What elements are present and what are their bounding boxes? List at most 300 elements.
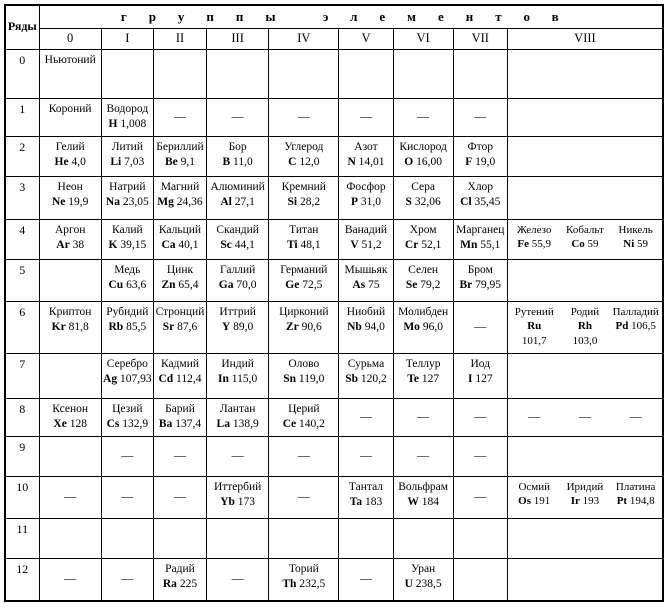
element-symbol-line: Ce 140,2 [282, 417, 325, 430]
element-symbol: As [352, 278, 366, 291]
empty-cell [507, 259, 663, 301]
empty-cell [269, 518, 339, 558]
element-symbol-line: In 115,0 [218, 372, 258, 385]
element-name: Натрий [109, 180, 146, 193]
element-symbol: Nb [347, 320, 362, 333]
element-name: Кобальт [566, 223, 604, 236]
element-symbol: Ni [623, 238, 635, 251]
element-symbol: Ta [349, 495, 363, 508]
element-symbol: Ra [162, 577, 177, 590]
dash-cell: — [207, 436, 269, 476]
element-cell [269, 398, 339, 436]
element-symbol: Ca [161, 238, 176, 251]
element-cell [339, 353, 393, 398]
dash-cell: — [453, 398, 507, 436]
element-cell [393, 259, 453, 301]
element-symbol: Si [287, 195, 298, 208]
group-viii-subcells [509, 409, 661, 425]
row-number: 7 [5, 353, 39, 398]
dash-cell: — [269, 98, 339, 136]
element-symbol: Mn [460, 238, 478, 251]
empty-cell [207, 49, 269, 98]
element-symbol-line: P 31,0 [350, 195, 381, 208]
element-symbol: Rh [577, 320, 592, 333]
element-symbol: Co [571, 238, 585, 251]
element-cell [207, 353, 269, 398]
element-symbol: La [216, 417, 230, 430]
element-name: Железо [516, 223, 552, 236]
element-cell [393, 353, 453, 398]
element-name: Фтор [467, 140, 494, 153]
row-number: 6 [5, 301, 39, 353]
element-name: Мышьяк [344, 263, 388, 276]
element-symbol-line: Th 232,5 [282, 577, 326, 590]
empty-cell [153, 518, 206, 558]
element-symbol-line: Y 89,0 [221, 320, 254, 333]
element-symbol-line: Kr 81,8 [51, 320, 89, 333]
element-symbol: Cl [460, 195, 472, 208]
element-name: Бериллий [156, 140, 204, 153]
element-cell [393, 176, 453, 219]
element-name: Углерод [284, 140, 324, 153]
empty-cell [507, 518, 663, 558]
element-cell [509, 223, 560, 252]
empty-cell [101, 49, 153, 98]
table-row-5 [5, 259, 663, 301]
element-name: Стронций [155, 305, 205, 318]
element-symbol-line: F 19,0 [465, 155, 496, 168]
element-symbol-line: Ra 225 [162, 577, 198, 590]
element-cell [269, 301, 339, 353]
element-cell [339, 259, 393, 301]
element-symbol-line: Pd 106,5 [615, 320, 656, 333]
empty-cell [393, 518, 453, 558]
empty-cell [507, 558, 663, 601]
header-title-row [5, 5, 663, 28]
element-symbol: K [108, 238, 118, 251]
row-number: 10 [5, 476, 39, 518]
element-symbol: Th [282, 577, 297, 590]
element-cell [560, 480, 611, 509]
table-row-12 [5, 558, 663, 601]
dash-cell: — [207, 98, 269, 136]
group-column-3: III [207, 28, 269, 49]
element-cell [153, 301, 206, 353]
element-symbol: Be [164, 155, 178, 168]
element-cell [153, 219, 206, 259]
element-name: Магний [160, 180, 200, 193]
element-name: Марганец [456, 223, 505, 236]
element-symbol-line: As 75 [352, 278, 380, 291]
element-cell [393, 136, 453, 176]
element-symbol: N [347, 155, 356, 168]
element-symbol: Br [459, 278, 473, 291]
element-symbol-line: Se 79,2 [405, 278, 441, 291]
element-name: Иттербий [213, 480, 262, 493]
element-name: Рубидий [106, 305, 149, 318]
element-name: Скандий [216, 223, 259, 236]
dash-cell: — [578, 409, 591, 424]
periodic-table [4, 4, 664, 602]
element-symbol-line: Be 9,1 [164, 155, 195, 168]
element-name: Кремний [281, 180, 326, 193]
element-cell [453, 219, 507, 259]
element-cell [453, 259, 507, 301]
dash-cell: — [339, 436, 393, 476]
element-name: Неон [57, 180, 83, 193]
element-symbol: Ge [285, 278, 300, 291]
element-symbol: Sb [345, 372, 358, 385]
element-cell [269, 558, 339, 601]
dash-cell: — [207, 558, 269, 601]
element-name: Кальций [158, 223, 202, 236]
element-symbol: Zr [285, 320, 299, 333]
element-name: Олово [288, 357, 320, 370]
element-name: Азот [354, 140, 378, 153]
element-cell [393, 476, 453, 518]
element-name: Никель [618, 223, 653, 236]
element-symbol-line: Fe 55,9 [517, 238, 552, 251]
group-viii-cell [507, 219, 663, 259]
empty-cell [39, 259, 101, 301]
element-name: Иридий [566, 480, 604, 493]
element-symbol-line: Sn 119,0 [283, 372, 325, 385]
element-symbol-line: La 138,9 [216, 417, 259, 430]
element-symbol-line: Rb 85,5 [108, 320, 147, 333]
element-cell [339, 476, 393, 518]
row-number: 5 [5, 259, 39, 301]
element-symbol: Pt [616, 495, 628, 508]
element-symbol-line: S 32,06 [405, 195, 441, 208]
element-symbol-line: Nb 94,0 [347, 320, 385, 333]
element-symbol: Mo [403, 320, 420, 333]
table-row-7 [5, 353, 663, 398]
element-symbol-line: B 11,0 [222, 155, 253, 168]
element-symbol-line: C 12,0 [288, 155, 320, 168]
element-name: Радий [165, 562, 195, 575]
element-name: Ниобий [346, 305, 386, 318]
element-symbol-line: Ba 137,4 [158, 417, 202, 430]
element-symbol-line: K 39,15 [108, 238, 147, 251]
element-symbol: Li [110, 155, 122, 168]
element-cell [207, 219, 269, 259]
element-cell [610, 223, 661, 252]
element-symbol-line: Ne 19,9 [51, 195, 89, 208]
group-viii-subcells [509, 480, 661, 509]
element-name: Литий [111, 140, 143, 153]
element-cell [339, 301, 393, 353]
element-symbol-line: Ga 70,0 [218, 278, 257, 291]
table-row-9 [5, 436, 663, 476]
group-column-0: 0 [39, 28, 101, 49]
element-symbol: Fe [517, 238, 530, 251]
element-symbol: Ti [286, 238, 298, 251]
element-cell [39, 398, 101, 436]
element-symbol: Ba [158, 417, 173, 430]
empty-cell [507, 176, 663, 219]
group-column-8: VIII [507, 28, 663, 49]
element-name: Селен [408, 263, 439, 276]
element-name: Медь [114, 263, 141, 276]
element-name: Индий [221, 357, 254, 370]
element-symbol-line: Ge 72,5 [285, 278, 323, 291]
element-symbol: Se [405, 278, 418, 291]
element-symbol: W [407, 495, 419, 508]
dash-cell: — [393, 98, 453, 136]
table-row-3 [5, 176, 663, 219]
element-symbol-line: Cl 35,45 [460, 195, 501, 208]
element-symbol-line: Mn 55,1 [460, 238, 501, 251]
element-name: Серебро [106, 357, 148, 370]
element-mass: 103,0 [572, 334, 598, 347]
empty-cell [269, 49, 339, 98]
element-cell [339, 219, 393, 259]
element-cell [560, 305, 611, 349]
row-number: 11 [5, 518, 39, 558]
element-cell [610, 305, 661, 349]
element-cell [101, 259, 153, 301]
dash-cell: — [269, 436, 339, 476]
dash-cell: — [339, 98, 393, 136]
element-symbol: Mg [157, 195, 174, 208]
row-number: 2 [5, 136, 39, 176]
row-number: 3 [5, 176, 39, 219]
empty-cell [453, 558, 507, 601]
empty-cell [207, 518, 269, 558]
element-cell [269, 353, 339, 398]
table-row-11 [5, 518, 663, 558]
element-symbol-line: I 127 [467, 372, 493, 385]
element-symbol-line: Cs 132,9 [106, 417, 149, 430]
element-symbol-line: Ta 183 [349, 495, 383, 508]
element-cell [153, 398, 206, 436]
element-symbol: Te [407, 372, 419, 385]
element-name: Торий [288, 562, 319, 575]
element-name: Палладий [612, 305, 659, 318]
element-name: Иод [470, 357, 491, 370]
element-symbol-line: Zr 90,6 [285, 320, 322, 333]
empty-cell [101, 518, 153, 558]
element-symbol-line: Na 23,05 [105, 195, 149, 208]
dash-cell: — [39, 476, 101, 518]
element-symbol-line: Ir 193 [570, 495, 600, 508]
element-symbol-line: Si 28,2 [287, 195, 321, 208]
element-cell [269, 219, 339, 259]
element-name: Цирконий [279, 305, 329, 318]
element-name: Хром [409, 223, 437, 236]
empty-cell [39, 518, 101, 558]
element-symbol-line: Xe 128 [53, 417, 87, 430]
empty-cell [507, 98, 663, 136]
dash-cell: — [101, 476, 153, 518]
element-name: Ньютоний [44, 53, 96, 66]
group-viii-cell [507, 476, 663, 518]
element-cell [101, 398, 153, 436]
dash-cell: — [153, 436, 206, 476]
element-symbol: Sc [220, 238, 232, 251]
element-symbol-line: Sr 87,6 [162, 320, 198, 333]
element-cell [207, 398, 269, 436]
element-name: Цезий [112, 402, 143, 415]
element-symbol: Ir [570, 495, 580, 508]
group-viii-subcells [509, 305, 661, 349]
element-name: Иттрий [219, 305, 256, 318]
row-number: 12 [5, 558, 39, 601]
element-name: Ванадий [344, 223, 388, 236]
element-symbol: I [467, 372, 473, 385]
element-symbol: Cr [404, 238, 419, 251]
element-cell [101, 219, 153, 259]
element-cell [153, 136, 206, 176]
dash-cell: — [269, 476, 339, 518]
element-symbol: Ce [282, 417, 297, 430]
header-groups-row [5, 28, 663, 49]
empty-cell [393, 49, 453, 98]
element-name: Сурьма [347, 357, 385, 370]
element-name: Гелий [55, 140, 85, 153]
element-symbol: Ne [51, 195, 66, 208]
element-name: Цинк [166, 263, 194, 276]
element-name: Криптон [48, 305, 92, 318]
element-name: Уран [411, 562, 436, 575]
element-name: Вольфрам [398, 480, 449, 493]
element-symbol-line: He 4,0 [54, 155, 86, 168]
element-name: Бор [228, 140, 247, 153]
element-name: Осмий [518, 480, 550, 493]
element-cell [560, 223, 611, 252]
empty-cell [339, 518, 393, 558]
element-symbol-line: Sc 44,1 [220, 238, 255, 251]
dash-cell: — [339, 558, 393, 601]
element-symbol: Rb [108, 320, 124, 333]
group-column-7: VII [453, 28, 507, 49]
element-cell [207, 301, 269, 353]
empty-cell [39, 436, 101, 476]
dash-cell: — [39, 558, 101, 601]
empty-cell [453, 49, 507, 98]
element-name: Церий [288, 402, 320, 415]
element-symbol: B [222, 155, 231, 168]
table-row-10 [5, 476, 663, 518]
element-symbol: Os [518, 495, 532, 508]
element-symbol-line: Ar 38 [56, 238, 85, 251]
element-symbol: Cs [106, 417, 120, 430]
table-row-8 [5, 398, 663, 436]
element-symbol: Al [220, 195, 232, 208]
element-name: Молибден [398, 305, 449, 318]
element-cell [39, 176, 101, 219]
dash-cell: — [453, 476, 507, 518]
group-viii-cell [507, 301, 663, 353]
element-symbol-line: Ti 48,1 [286, 238, 321, 251]
element-cell [153, 259, 206, 301]
empty-cell [507, 436, 663, 476]
element-cell [207, 259, 269, 301]
element-cell [393, 558, 453, 601]
element-cell [101, 176, 153, 219]
table-row-4 [5, 219, 663, 259]
element-symbol: Ru [527, 320, 542, 333]
group-column-2: II [153, 28, 206, 49]
element-cell [39, 301, 101, 353]
element-cell [39, 98, 101, 136]
element-name: Родий [570, 305, 600, 318]
element-name: Барий [165, 402, 195, 415]
element-cell [453, 353, 507, 398]
empty-cell [507, 353, 663, 398]
element-symbol-line: Cr 52,1 [404, 238, 442, 251]
element-symbol-line: U 238,5 [404, 577, 442, 590]
element-symbol: S [405, 195, 412, 208]
element-cell [339, 136, 393, 176]
element-symbol: Ag [103, 372, 118, 385]
element-symbol: Cd [158, 372, 174, 385]
element-cell [207, 136, 269, 176]
dash-cell: — [453, 301, 507, 353]
element-symbol: Zn [161, 278, 176, 291]
element-symbol: Xe [53, 417, 67, 430]
dash-cell: — [153, 98, 206, 136]
element-symbol: F [465, 155, 473, 168]
element-cell [269, 136, 339, 176]
element-symbol-line: Pt 194,8 [616, 495, 655, 508]
element-symbol: Na [105, 195, 120, 208]
table-row-6 [5, 301, 663, 353]
dash-cell: — [393, 398, 453, 436]
element-cell [39, 49, 101, 98]
element-symbol: Sn [283, 372, 297, 385]
element-symbol-line: Zn 65,4 [161, 278, 199, 291]
element-cell [393, 301, 453, 353]
element-symbol-line: Os 191 [518, 495, 551, 508]
row-number: 1 [5, 98, 39, 136]
row-number: 0 [5, 49, 39, 98]
element-name: Аргон [54, 223, 86, 236]
table-row-0 [5, 49, 663, 98]
element-symbol-line: H 1,008 [108, 117, 147, 130]
dash-cell: — [393, 436, 453, 476]
row-number: 4 [5, 219, 39, 259]
element-name: Хлор [467, 180, 494, 193]
empty-cell [153, 49, 206, 98]
element-symbol: Ar [56, 238, 70, 251]
element-symbol: Cu [108, 278, 124, 291]
element-cell [509, 480, 560, 509]
element-symbol-line: Br 79,95 [459, 278, 502, 291]
element-name: Кислород [399, 140, 447, 153]
element-symbol-line: Yb 173 [220, 495, 256, 508]
element-name: Ксенон [52, 402, 89, 415]
element-symbol: Ga [218, 278, 234, 291]
group-column-5: V [339, 28, 393, 49]
dash-cell: — [153, 476, 206, 518]
element-symbol: O [404, 155, 414, 168]
empty-cell [507, 49, 663, 98]
element-symbol-line [560, 319, 611, 334]
element-cell [207, 476, 269, 518]
element-name: Лантан [219, 402, 256, 415]
element-cell [153, 558, 206, 601]
empty-cell [507, 136, 663, 176]
element-name: Короний [48, 102, 92, 115]
dash-cell: — [101, 558, 153, 601]
element-name: Тантал [348, 480, 384, 493]
group-viii-cell [507, 398, 663, 436]
element-mass: 101,7 [521, 334, 547, 347]
element-symbol-line: V 51,2 [350, 238, 382, 251]
element-symbol: In [218, 372, 229, 385]
element-cell [269, 259, 339, 301]
